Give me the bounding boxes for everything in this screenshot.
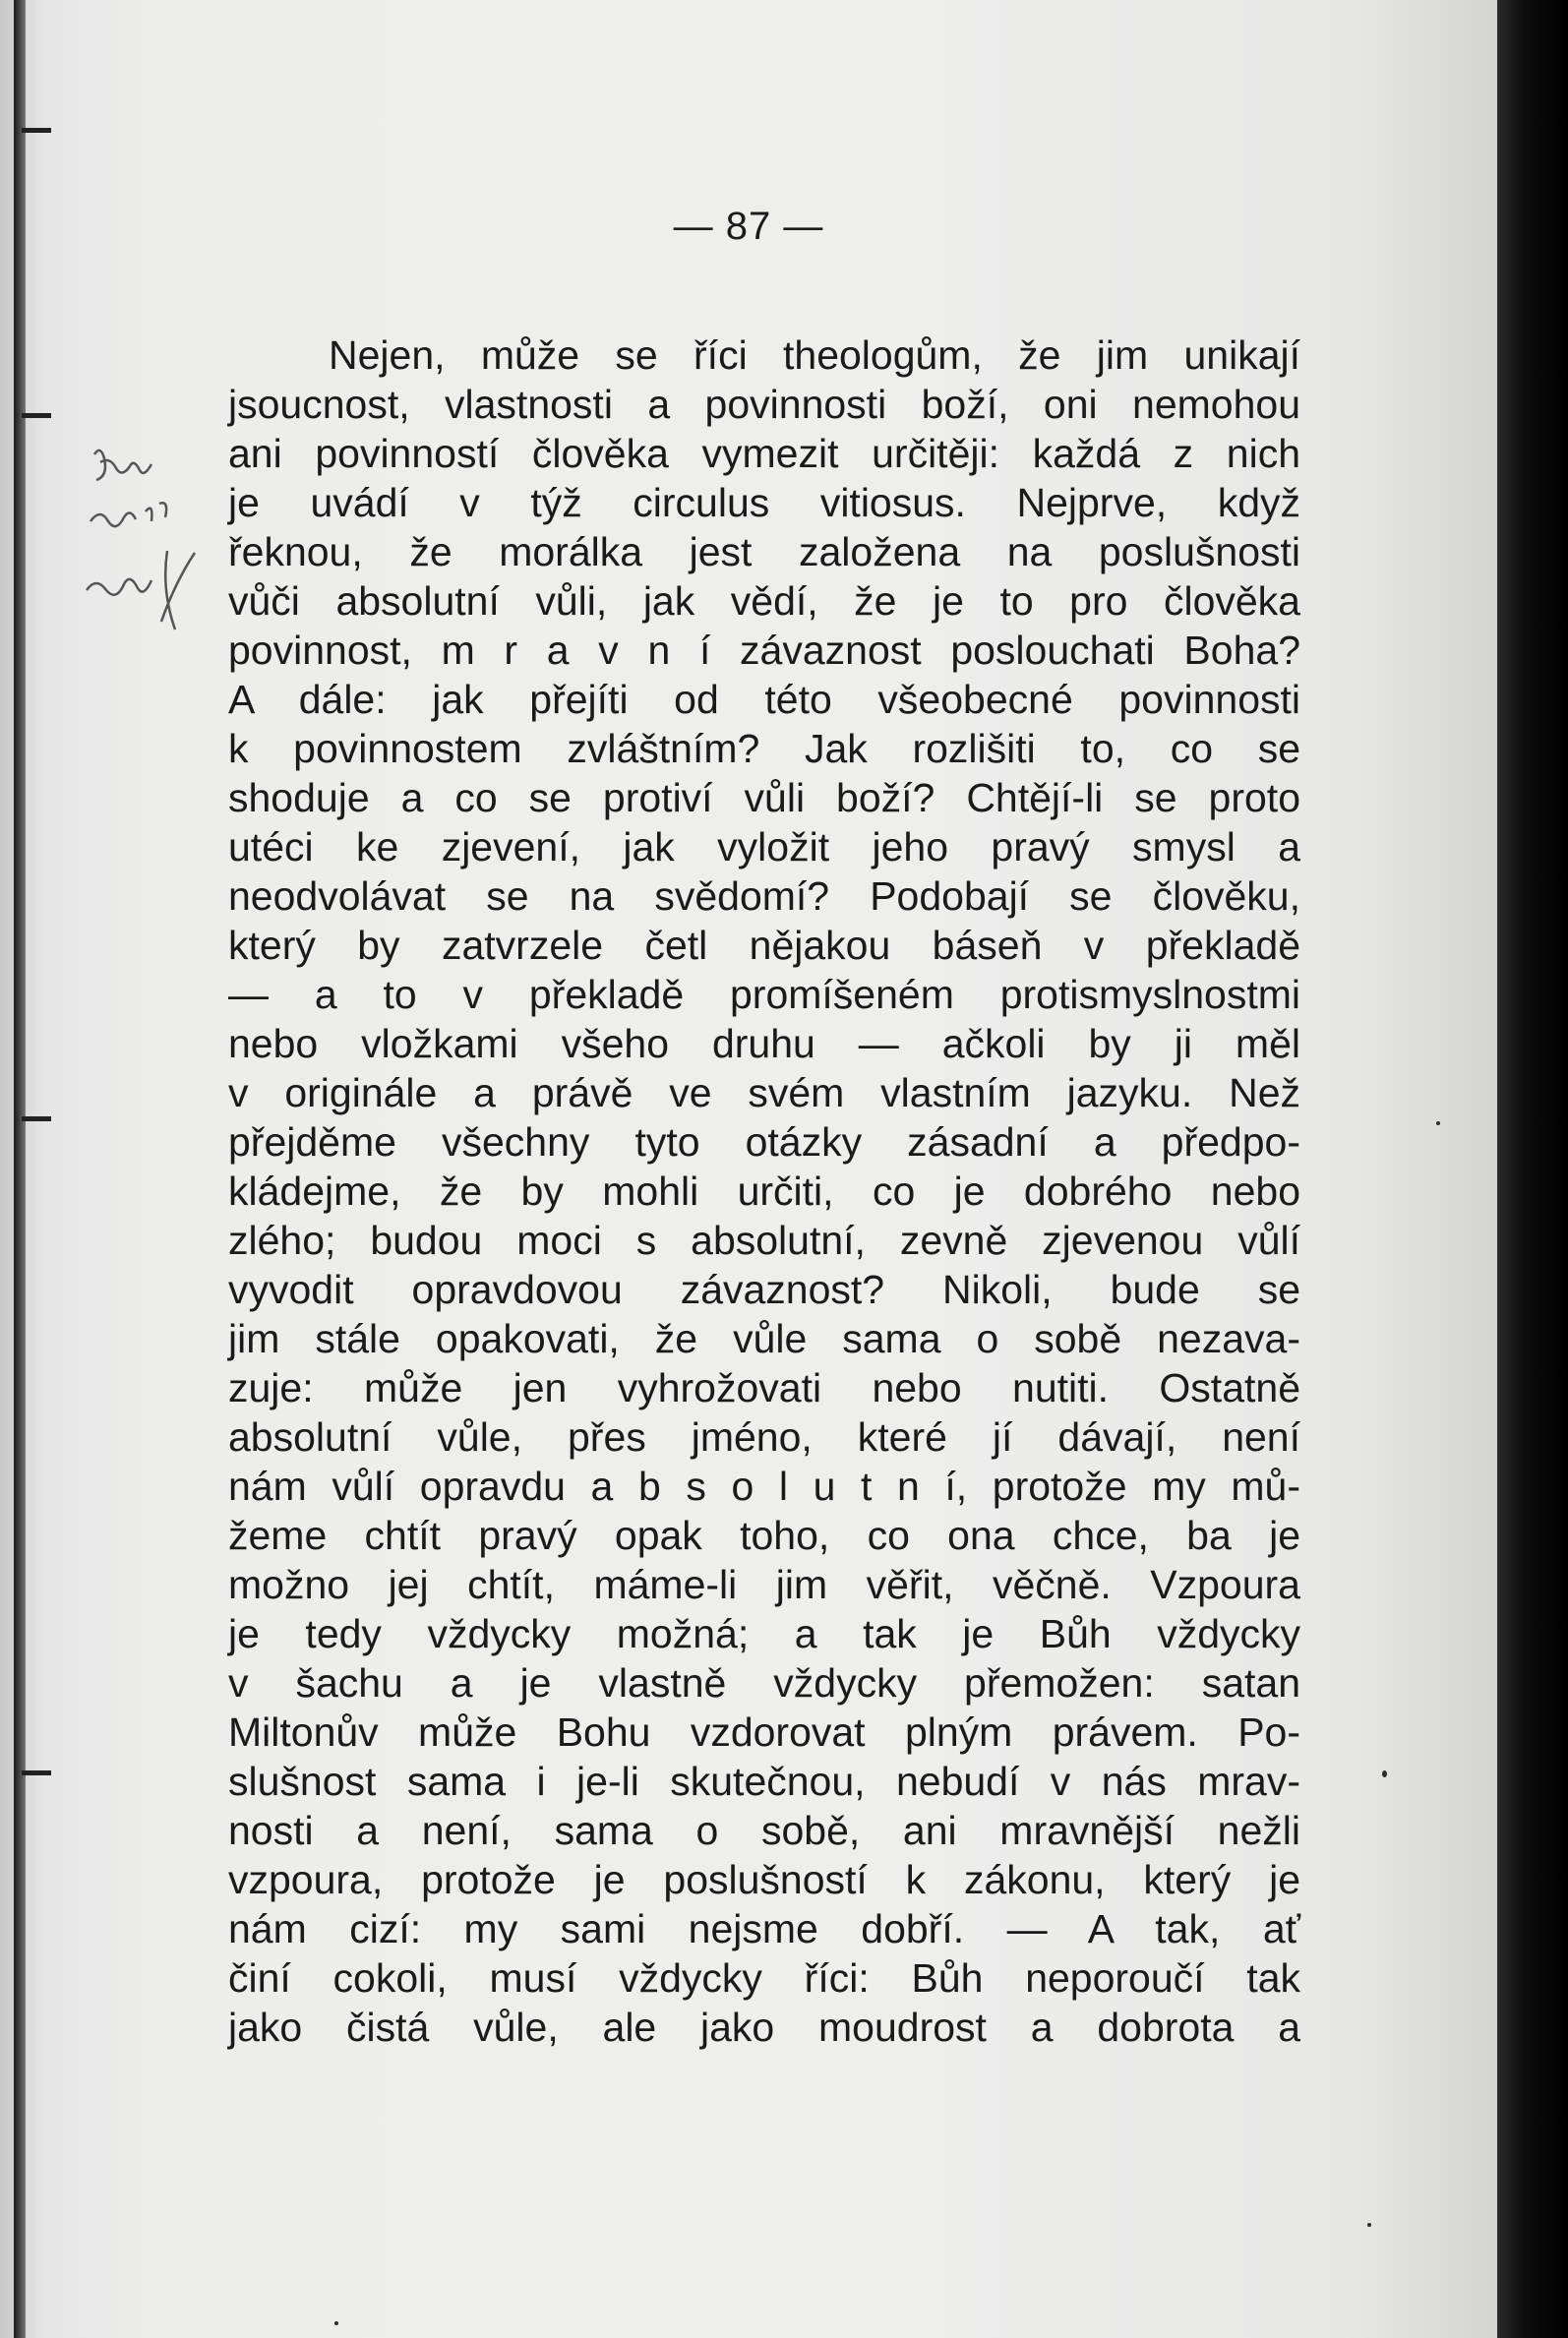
ink-speck [1436,1121,1440,1125]
ink-speck [1382,1770,1387,1777]
binding-mark [22,1770,51,1775]
text-line: možno jej chtít, máme-li jim věřit, věčně. Vzpoura [228,1562,1300,1607]
text-line: A dále: jak přejíti od této všeobecné povinnosti [228,677,1300,722]
text-line: zuje: může jen vyhrožovati nebo nutiti. Ostatně [228,1365,1300,1410]
text-line: řeknou, že morálka jest založena na poslušnosti [228,529,1300,574]
binding-edge [14,0,26,2338]
text-line: který by zatvrzele četl nějakou báseň v překladě [228,923,1300,968]
text-line: nám cizí: my sami nejsme dobří. — A tak, ať [228,1906,1300,1951]
text-line: neodvolávat se na svědomí? Podobají se člověku, [228,873,1300,919]
text-line: vůči absolutní vůli, jak vědí, že je to pro člověka [228,578,1300,624]
text-line: v šachu a je vlastně vždycky přemožen: satan [228,1660,1300,1706]
text-line: shoduje a co se protiví vůli boží? Chtějí-li se proto [228,775,1300,820]
text-line: vzpoura, protože je poslušností k zákonu, který je [228,1857,1300,1902]
text-line: Miltonův může Bohu vzdorovat plným právem. Po- [228,1709,1300,1755]
body-text [228,330,1300,2052]
text-line: přejděme všechny tyto otázky zásadní a předpo- [228,1119,1300,1165]
text-line: vyvodit opravdovou závaznost? Nikoli, bude se [228,1267,1300,1312]
text-line: povinnost, m r a v n í závaznost poslouchati Boha? [228,628,1300,673]
text-line: je uvádí v týž circulus vitiosus. Nejprve, když [228,480,1300,525]
binding-mark [22,128,51,133]
text-line: k povinnostem zvláštním? Jak rozlišiti to, co se [228,726,1300,771]
text-line: — a to v překladě promíšeném protismyslnostmi [228,972,1300,1017]
text-line: nebo vložkami všeho druhu — ačkoli by ji měl [228,1021,1300,1066]
text-line: ani povinností člověka vymezit určitěji: každá z nich [228,431,1300,476]
handwritten-margin-note [77,443,205,649]
binding-mark [22,1116,51,1121]
text-line: slušnost sama i je-li skutečnou, nebudí v nás mrav- [228,1759,1300,1804]
text-line: jim stále opakovati, že vůle sama o sobě nezava- [228,1316,1300,1361]
text-line: je tedy vždycky možná; a tak je Bůh vždycky [228,1611,1300,1656]
text-line: jako čistá vůle, ale jako moudrost a dobrota a [228,2005,1300,2050]
text-line: v originále a právě ve svém vlastním jazyku. Než [228,1070,1300,1115]
text-line: absolutní vůle, přes jméno, které jí dávají, není [228,1414,1300,1460]
text-line: nám vůlí opravdu a b s o l u t n í, protože my mů- [228,1464,1300,1509]
scan-border [1497,0,1568,2338]
ink-speck [334,2321,338,2325]
text-line: Nejen, může se říci theologům, že jim unikají [329,332,1300,378]
handwriting-scribble [77,443,205,649]
text-line: žeme chtít pravý opak toho, co ona chce, ba je [228,1513,1300,1558]
text-line: činí cokoli, musí vždycky říci: Bůh neporoučí tak [228,1955,1300,2001]
ink-speck [1367,2223,1371,2227]
text-line: kládejme, že by mohli určiti, co je dobrého nebo [228,1169,1300,1214]
text-line: utéci ke zjevení, jak vyložit jeho pravý smysl a [228,824,1300,869]
binding-mark [22,413,51,418]
page-number: — 87 — [673,205,824,248]
text-line: nosti a není, sama o sobě, ani mravnější nežli [228,1808,1300,1853]
text-line: zlého; budou moci s absolutní, zevně zjevenou vůlí [228,1218,1300,1263]
text-line: jsoucnost, vlastnosti a povinnosti boží, oni nemohou [228,382,1300,427]
